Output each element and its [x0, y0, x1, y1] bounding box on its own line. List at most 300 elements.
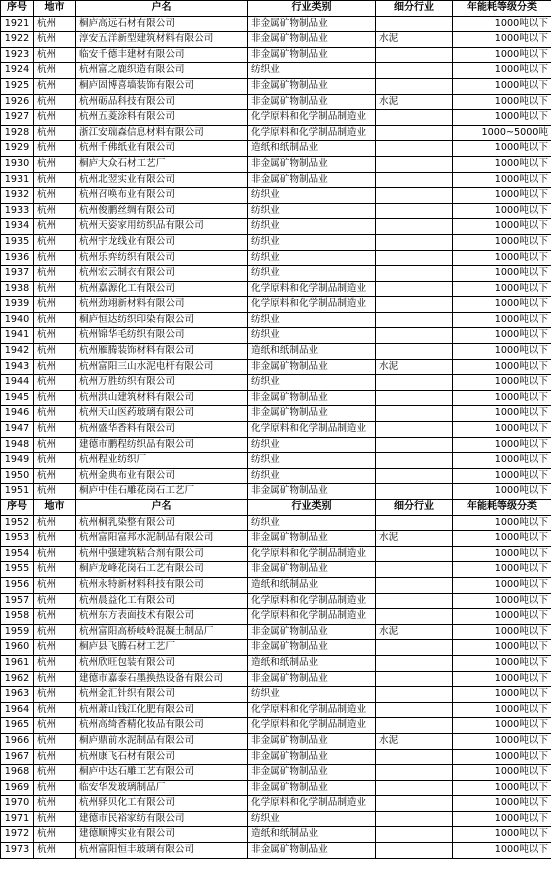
cell-energy-class: 1000吨以下	[453, 32, 551, 48]
cell-sub-industry	[376, 406, 453, 422]
cell-id: 1966	[1, 733, 34, 749]
cell-sub-industry	[376, 188, 453, 204]
table-row	[1, 297, 551, 313]
cell-sub-industry	[376, 141, 453, 157]
cell-energy-class: 1000吨以下	[453, 484, 551, 500]
cell-industry: 非金属矿物制品业	[248, 484, 376, 500]
cell-id: 1924	[1, 63, 34, 79]
table-row	[1, 609, 551, 625]
cell-city: 杭州	[34, 718, 76, 734]
table-row	[1, 47, 551, 63]
table-row	[1, 375, 551, 391]
cell-industry: 化学原料和化学制品制造业	[248, 609, 376, 625]
cell-city: 杭州	[34, 359, 76, 375]
cell-id: 1928	[1, 125, 34, 141]
cell-sub-industry: 水泥	[376, 531, 453, 547]
cell-name: 桐庐中佳石雕花岗石工艺厂	[76, 484, 248, 500]
table-row	[1, 78, 551, 94]
cell-city: 杭州	[34, 577, 76, 593]
cell-id: 1929	[1, 141, 34, 157]
cell-sub-industry	[376, 344, 453, 360]
cell-name: 桐庐恒达纺织印染有限公司	[76, 312, 248, 328]
table-row	[1, 422, 551, 438]
cell-name: 杭州召唤布业有限公司	[76, 188, 248, 204]
cell-city: 杭州	[34, 655, 76, 671]
cell-name: 杭州万胜纺织有限公司	[76, 375, 248, 391]
cell-industry: 化学原料和化学制品制造业	[248, 546, 376, 562]
cell-industry: 化学原料和化学制品制造业	[248, 702, 376, 718]
cell-id: 1927	[1, 110, 34, 126]
cell-industry: 化学原料和化学制品制造业	[248, 125, 376, 141]
cell-industry: 纺织业	[248, 219, 376, 235]
cell-city: 杭州	[34, 125, 76, 141]
cell-sub-industry: 水泥	[376, 32, 453, 48]
cell-city: 杭州	[34, 219, 76, 235]
cell-name: 杭州金典布业有限公司	[76, 468, 248, 484]
cell-sub-industry	[376, 593, 453, 609]
cell-industry: 纺织业	[248, 250, 376, 266]
cell-id: 1934	[1, 219, 34, 235]
cell-id: 1968	[1, 765, 34, 781]
cell-energy-class: 1000吨以下	[453, 749, 551, 765]
cell-id: 1969	[1, 780, 34, 796]
table-row	[1, 172, 551, 188]
cell-city: 杭州	[34, 266, 76, 282]
cell-energy-class: 1000吨以下	[453, 219, 551, 235]
cell-sub-industry	[376, 172, 453, 188]
cell-sub-industry	[376, 843, 453, 859]
cell-city: 杭州	[34, 811, 76, 827]
cell-energy-class: 1000吨以下	[453, 655, 551, 671]
cell-name: 杭州高绮香精化妆品有限公司	[76, 718, 248, 734]
cell-name: 淳安五洋新型建筑材料有限公司	[76, 32, 248, 48]
cell-industry: 非金属矿物制品业	[248, 156, 376, 172]
table-row	[1, 546, 551, 562]
cell-name: 杭州永特新材料科技有限公司	[76, 577, 248, 593]
table-row	[1, 125, 551, 141]
cell-id: 1949	[1, 453, 34, 469]
table-row	[1, 562, 551, 578]
header-city: 地市	[34, 1, 76, 17]
cell-id: 1957	[1, 593, 34, 609]
cell-energy-class: 1000吨以下	[453, 281, 551, 297]
cell-id: 1948	[1, 437, 34, 453]
cell-name: 杭州萧山钱江化肥有限公司	[76, 702, 248, 718]
cell-id: 1964	[1, 702, 34, 718]
cell-name: 杭州雁腾装饰材料有限公司	[76, 344, 248, 360]
cell-sub-industry	[376, 219, 453, 235]
cell-name: 杭州千佛纸业有限公司	[76, 141, 248, 157]
header-industry: 行业类别	[248, 500, 376, 516]
cell-sub-industry	[376, 63, 453, 79]
cell-sub-industry	[376, 671, 453, 687]
cell-industry: 非金属矿物制品业	[248, 780, 376, 796]
cell-energy-class: 1000吨以下	[453, 141, 551, 157]
header-id: 序号	[1, 500, 34, 516]
cell-city: 杭州	[34, 609, 76, 625]
table-row	[1, 141, 551, 157]
cell-sub-industry	[376, 156, 453, 172]
cell-city: 杭州	[34, 765, 76, 781]
cell-city: 杭州	[34, 297, 76, 313]
cell-sub-industry	[376, 47, 453, 63]
cell-city: 杭州	[34, 733, 76, 749]
cell-industry: 化学原料和化学制品制造业	[248, 718, 376, 734]
table-row	[1, 16, 551, 32]
cell-city: 杭州	[34, 312, 76, 328]
cell-industry: 非金属矿物制品业	[248, 16, 376, 32]
cell-industry: 非金属矿物制品业	[248, 843, 376, 859]
cell-city: 杭州	[34, 468, 76, 484]
cell-sub-industry	[376, 375, 453, 391]
cell-name: 杭州东方表面技术有限公司	[76, 609, 248, 625]
cell-id: 1932	[1, 188, 34, 204]
table-row	[1, 203, 551, 219]
cell-energy-class: 1000吨以下	[453, 312, 551, 328]
cell-industry: 非金属矿物制品业	[248, 78, 376, 94]
table-body-a	[1, 16, 551, 499]
cell-sub-industry	[376, 453, 453, 469]
cell-energy-class: 1000吨以下	[453, 422, 551, 438]
table-row	[1, 437, 551, 453]
cell-name: 桐庐高远石材有限公司	[76, 16, 248, 32]
cell-city: 杭州	[34, 780, 76, 796]
table-row	[1, 515, 551, 531]
table-row	[1, 827, 551, 843]
table-row	[1, 328, 551, 344]
cell-sub-industry	[376, 328, 453, 344]
cell-energy-class: 1000吨以下	[453, 811, 551, 827]
cell-id: 1951	[1, 484, 34, 500]
cell-sub-industry	[376, 562, 453, 578]
cell-city: 杭州	[34, 94, 76, 110]
cell-energy-class: 1000吨以下	[453, 63, 551, 79]
cell-id: 1935	[1, 234, 34, 250]
cell-id: 1933	[1, 203, 34, 219]
cell-city: 杭州	[34, 375, 76, 391]
table-row	[1, 796, 551, 812]
cell-city: 杭州	[34, 624, 76, 640]
cell-id: 1950	[1, 468, 34, 484]
cell-city: 杭州	[34, 281, 76, 297]
table-row	[1, 156, 551, 172]
cell-name: 杭州晨益化工有限公司	[76, 593, 248, 609]
cell-city: 杭州	[34, 546, 76, 562]
cell-industry: 纺织业	[248, 234, 376, 250]
header-energy-class: 年能耗等级分类	[453, 500, 551, 516]
cell-sub-industry	[376, 702, 453, 718]
cell-id: 1955	[1, 562, 34, 578]
table-row	[1, 344, 551, 360]
cell-id: 1938	[1, 281, 34, 297]
cell-id: 1961	[1, 655, 34, 671]
table-row	[1, 359, 551, 375]
cell-sub-industry: 水泥	[376, 94, 453, 110]
cell-sub-industry	[376, 655, 453, 671]
cell-id: 1925	[1, 78, 34, 94]
cell-industry: 造纸和纸制品业	[248, 141, 376, 157]
cell-id: 1959	[1, 624, 34, 640]
cell-name: 杭州天姿家用纺织品有限公司	[76, 219, 248, 235]
cell-id: 1923	[1, 47, 34, 63]
table-row	[1, 266, 551, 282]
cell-city: 杭州	[34, 47, 76, 63]
cell-city: 杭州	[34, 172, 76, 188]
cell-industry: 非金属矿物制品业	[248, 562, 376, 578]
cell-industry: 纺织业	[248, 687, 376, 703]
cell-sub-industry	[376, 749, 453, 765]
cell-industry: 非金属矿物制品业	[248, 624, 376, 640]
cell-city: 杭州	[34, 687, 76, 703]
cell-energy-class: 1000吨以下	[453, 359, 551, 375]
cell-sub-industry	[376, 422, 453, 438]
cell-id: 1931	[1, 172, 34, 188]
cell-energy-class: 1000吨以下	[453, 437, 551, 453]
cell-energy-class: 1000吨以下	[453, 718, 551, 734]
cell-industry: 非金属矿物制品业	[248, 359, 376, 375]
cell-id: 1937	[1, 266, 34, 282]
cell-sub-industry	[376, 312, 453, 328]
cell-industry: 造纸和纸制品业	[248, 827, 376, 843]
cell-name: 桐庐龙峰花岗石工艺有限公司	[76, 562, 248, 578]
cell-industry: 化学原料和化学制品制造业	[248, 796, 376, 812]
cell-id: 1944	[1, 375, 34, 391]
cell-id: 1965	[1, 718, 34, 734]
cell-industry: 非金属矿物制品业	[248, 640, 376, 656]
table-row	[1, 718, 551, 734]
cell-city: 杭州	[34, 141, 76, 157]
header-name: 户名	[76, 500, 248, 516]
cell-energy-class: 1000吨以下	[453, 733, 551, 749]
cell-name: 杭州富之鹿织造有限公司	[76, 63, 248, 79]
header-industry: 行业类别	[248, 1, 376, 17]
cell-energy-class: 1000吨以下	[453, 577, 551, 593]
cell-industry: 纺织业	[248, 515, 376, 531]
cell-name: 桐庐鼎前水泥制品有限公司	[76, 733, 248, 749]
cell-id: 1943	[1, 359, 34, 375]
cell-sub-industry: 水泥	[376, 359, 453, 375]
cell-name: 杭州嘉源化工有限公司	[76, 281, 248, 297]
cell-id: 1971	[1, 811, 34, 827]
cell-energy-class: 1000吨以下	[453, 593, 551, 609]
table-row	[1, 749, 551, 765]
cell-id: 1953	[1, 531, 34, 547]
cell-name: 桐庐大众石材工艺厂	[76, 156, 248, 172]
cell-name: 杭州康飞石材有限公司	[76, 749, 248, 765]
cell-sub-industry	[376, 515, 453, 531]
cell-city: 杭州	[34, 593, 76, 609]
cell-sub-industry: 水泥	[376, 624, 453, 640]
cell-industry: 纺织业	[248, 312, 376, 328]
cell-industry: 纺织业	[248, 203, 376, 219]
cell-energy-class: 1000吨以下	[453, 250, 551, 266]
cell-energy-class: 1000吨以下	[453, 47, 551, 63]
cell-name: 杭州宏云制衣有限公司	[76, 266, 248, 282]
cell-name: 杭州五菱涂料有限公司	[76, 110, 248, 126]
table-row	[1, 110, 551, 126]
cell-city: 杭州	[34, 531, 76, 547]
cell-name: 桐庐中达石雕工艺有限公司	[76, 765, 248, 781]
cell-city: 杭州	[34, 406, 76, 422]
cell-id: 1958	[1, 609, 34, 625]
table-row	[1, 234, 551, 250]
cell-energy-class: 1000吨以下	[453, 765, 551, 781]
cell-city: 杭州	[34, 203, 76, 219]
cell-name: 浙江安瑞森信息材料有限公司	[76, 125, 248, 141]
cell-industry: 化学原料和化学制品制造业	[248, 281, 376, 297]
cell-energy-class: 1000吨以下	[453, 687, 551, 703]
header-energy-class: 年能耗等级分类	[453, 1, 551, 17]
cell-industry: 非金属矿物制品业	[248, 406, 376, 422]
cell-name: 杭州金汇针织有限公司	[76, 687, 248, 703]
cell-id: 1967	[1, 749, 34, 765]
cell-sub-industry	[376, 281, 453, 297]
cell-city: 杭州	[34, 250, 76, 266]
cell-name: 临安千德丰建材有限公司	[76, 47, 248, 63]
cell-energy-class: 1000吨以下	[453, 624, 551, 640]
cell-industry: 非金属矿物制品业	[248, 47, 376, 63]
cell-industry: 非金属矿物制品业	[248, 531, 376, 547]
cell-name: 建德顺博实业有限公司	[76, 827, 248, 843]
cell-city: 杭州	[34, 390, 76, 406]
cell-name: 杭州盛华香料有限公司	[76, 422, 248, 438]
table-row	[1, 468, 551, 484]
cell-name: 杭州砺品科技有限公司	[76, 94, 248, 110]
table-row	[1, 250, 551, 266]
cell-energy-class: 1000吨以下	[453, 94, 551, 110]
cell-name: 杭州桐乳染整有限公司	[76, 515, 248, 531]
table-row	[1, 406, 551, 422]
table-row	[1, 390, 551, 406]
cell-industry: 纺织业	[248, 468, 376, 484]
cell-energy-class: 1000吨以下	[453, 234, 551, 250]
cell-energy-class: 1000吨以下	[453, 203, 551, 219]
cell-industry: 纺织业	[248, 63, 376, 79]
cell-energy-class: 1000吨以下	[453, 172, 551, 188]
cell-city: 杭州	[34, 640, 76, 656]
cell-energy-class: 1000吨以下	[453, 453, 551, 469]
cell-energy-class: 1000吨以下	[453, 16, 551, 32]
cell-energy-class: 1000吨以下	[453, 515, 551, 531]
cell-city: 杭州	[34, 16, 76, 32]
cell-industry: 非金属矿物制品业	[248, 172, 376, 188]
cell-id: 1945	[1, 390, 34, 406]
cell-city: 杭州	[34, 453, 76, 469]
table-body-b	[1, 515, 551, 858]
cell-sub-industry	[376, 827, 453, 843]
cell-sub-industry	[376, 546, 453, 562]
cell-city: 杭州	[34, 78, 76, 94]
cell-id: 1941	[1, 328, 34, 344]
table-row	[1, 671, 551, 687]
cell-name: 桐庐县飞腾石材工艺厂	[76, 640, 248, 656]
cell-industry: 非金属矿物制品业	[248, 733, 376, 749]
cell-energy-class: 1000吨以下	[453, 328, 551, 344]
cell-energy-class: 1000吨以下	[453, 468, 551, 484]
table-row	[1, 624, 551, 640]
cell-city: 杭州	[34, 562, 76, 578]
cell-id: 1946	[1, 406, 34, 422]
cell-name: 杭州富阳三山水泥电杆有限公司	[76, 359, 248, 375]
cell-energy-class: 1000吨以下	[453, 375, 551, 391]
table-row	[1, 702, 551, 718]
cell-sub-industry	[376, 484, 453, 500]
cell-industry: 造纸和纸制品业	[248, 655, 376, 671]
cell-industry: 化学原料和化学制品制造业	[248, 593, 376, 609]
cell-name: 建德市嘉泰石墨换热设备有限公司	[76, 671, 248, 687]
cell-city: 杭州	[34, 515, 76, 531]
table-row	[1, 484, 551, 500]
cell-id: 1947	[1, 422, 34, 438]
repeated-header	[1, 500, 551, 516]
cell-id: 1921	[1, 16, 34, 32]
cell-industry: 纺织业	[248, 328, 376, 344]
cell-energy-class: 1000吨以下	[453, 344, 551, 360]
cell-name: 杭州中强建筑粘合剂有限公司	[76, 546, 248, 562]
cell-city: 杭州	[34, 422, 76, 438]
cell-energy-class: 1000吨以下	[453, 671, 551, 687]
cell-industry: 造纸和纸制品业	[248, 577, 376, 593]
cell-id: 1940	[1, 312, 34, 328]
cell-id: 1962	[1, 671, 34, 687]
cell-name: 杭州锦华毛纺织有限公司	[76, 328, 248, 344]
cell-id: 1952	[1, 515, 34, 531]
cell-energy-class: 1000吨以下	[453, 110, 551, 126]
cell-sub-industry	[376, 780, 453, 796]
cell-industry: 非金属矿物制品业	[248, 749, 376, 765]
cell-energy-class: 1000吨以下	[453, 156, 551, 172]
table-row	[1, 655, 551, 671]
cell-sub-industry	[376, 78, 453, 94]
cell-city: 杭州	[34, 234, 76, 250]
cell-city: 杭州	[34, 32, 76, 48]
cell-sub-industry	[376, 266, 453, 282]
table-row	[1, 219, 551, 235]
table-row	[1, 733, 551, 749]
cell-id: 1926	[1, 94, 34, 110]
cell-sub-industry	[376, 468, 453, 484]
cell-sub-industry	[376, 811, 453, 827]
cell-sub-industry: 水泥	[376, 733, 453, 749]
cell-city: 杭州	[34, 843, 76, 859]
cell-name: 杭州宇龙线业有限公司	[76, 234, 248, 250]
cell-energy-class: 1000吨以下	[453, 827, 551, 843]
cell-sub-industry	[376, 203, 453, 219]
table-row	[1, 188, 551, 204]
cell-industry: 纺织业	[248, 266, 376, 282]
cell-sub-industry	[376, 250, 453, 266]
cell-name: 建德市民裕家纺有限公司	[76, 811, 248, 827]
cell-sub-industry	[376, 577, 453, 593]
cell-energy-class: 1000吨以下	[453, 531, 551, 547]
cell-industry: 纺织业	[248, 437, 376, 453]
cell-id: 1963	[1, 687, 34, 703]
header-name: 户名	[76, 1, 248, 17]
cell-name: 杭州天山医药玻璃有限公司	[76, 406, 248, 422]
table-row	[1, 811, 551, 827]
cell-name: 杭州程业纺织厂	[76, 453, 248, 469]
cell-energy-class: 1000吨以下	[453, 702, 551, 718]
cell-name: 杭州欣旺包装有限公司	[76, 655, 248, 671]
cell-sub-industry	[376, 390, 453, 406]
cell-city: 杭州	[34, 702, 76, 718]
cell-city: 杭州	[34, 437, 76, 453]
cell-name: 杭州乐弈纺织有限公司	[76, 250, 248, 266]
cell-id: 1939	[1, 297, 34, 313]
cell-energy-class: 1000吨以下	[453, 390, 551, 406]
cell-industry: 非金属矿物制品业	[248, 390, 376, 406]
cell-industry: 非金属矿物制品业	[248, 32, 376, 48]
